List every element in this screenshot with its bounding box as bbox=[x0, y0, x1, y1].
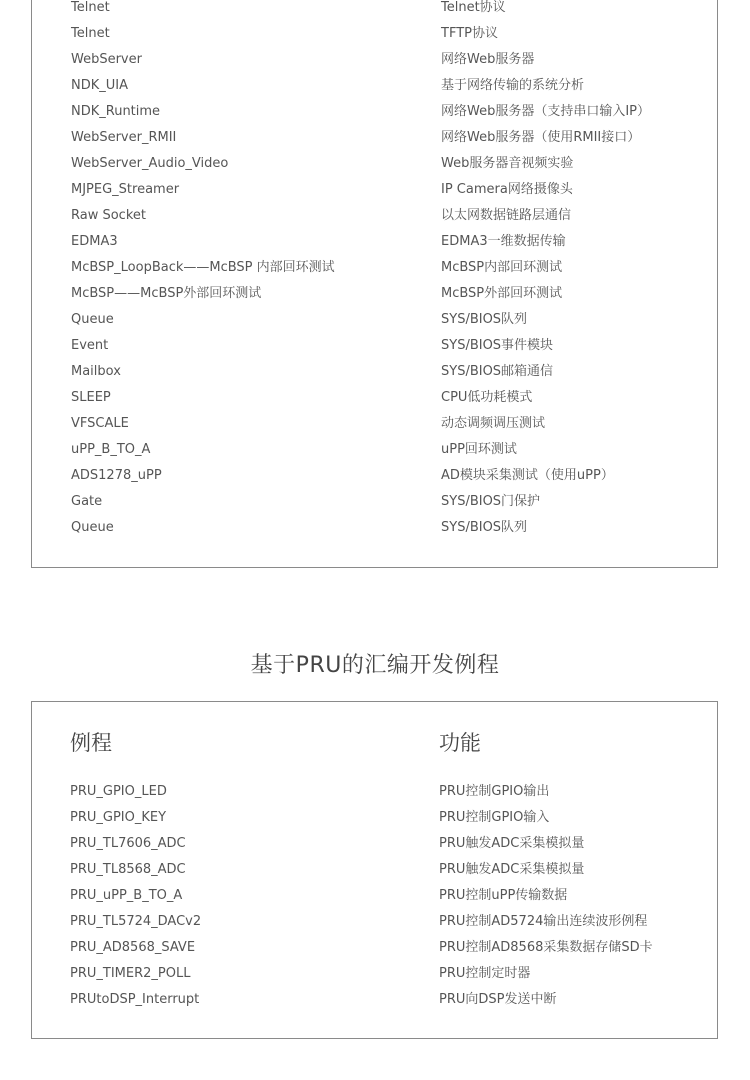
table-row bbox=[71, 437, 150, 463]
example-function: IP Camera网络摄像头 bbox=[441, 182, 573, 197]
example-function: TFTP协议 bbox=[441, 26, 498, 41]
table-row bbox=[71, 411, 129, 437]
table-row bbox=[441, 47, 534, 73]
example-name: McBSP_LoopBack——McBSP 内部回环测试 bbox=[71, 260, 335, 275]
example-function: SYS/BIOS事件模块 bbox=[441, 338, 554, 353]
table-row bbox=[71, 125, 176, 151]
example-function: PRU控制GPIO输入 bbox=[439, 810, 550, 825]
table-row bbox=[439, 831, 584, 857]
example-function: PRU触发ADC采集模拟量 bbox=[439, 836, 585, 851]
table-row bbox=[441, 99, 650, 125]
example-function: 网络Web服务器 bbox=[441, 52, 535, 67]
table-row bbox=[441, 437, 517, 463]
table-row bbox=[71, 177, 179, 203]
example-name: PRU_AD8568_SAVE bbox=[70, 940, 196, 955]
table-row bbox=[71, 21, 110, 47]
example-name: PRU_TL7606_ADC bbox=[70, 836, 186, 851]
example-function: SYS/BIOS门保护 bbox=[441, 494, 541, 509]
table-row bbox=[71, 333, 108, 359]
example-name: PRU_TL8568_ADC bbox=[70, 862, 186, 877]
table-row bbox=[70, 883, 182, 909]
table-row bbox=[70, 935, 195, 961]
table-row bbox=[439, 987, 557, 1013]
example-function: PRU控制uPP传输数据 bbox=[439, 888, 568, 903]
example-name: uPP_B_TO_A bbox=[71, 442, 151, 457]
example-name: PRU_GPIO_KEY bbox=[70, 810, 167, 825]
table-row bbox=[441, 151, 573, 177]
table-row bbox=[71, 463, 162, 489]
table-row bbox=[71, 307, 114, 333]
table-row bbox=[71, 359, 121, 385]
table-row bbox=[71, 47, 142, 73]
table-row bbox=[441, 177, 573, 203]
section-title: 基于PRU的汇编开发例程 bbox=[250, 653, 500, 678]
table-row bbox=[439, 935, 653, 961]
column-header-example: 例程 bbox=[70, 731, 112, 755]
pru-examples-table bbox=[31, 701, 718, 1039]
example-name: EDMA3 bbox=[71, 234, 118, 249]
example-name: Raw Socket bbox=[71, 208, 146, 223]
example-name: PRU_uPP_B_TO_A bbox=[70, 888, 183, 903]
table-row bbox=[441, 489, 540, 515]
example-function: SYS/BIOS队列 bbox=[441, 520, 528, 535]
table-row bbox=[71, 385, 111, 411]
table-row bbox=[439, 857, 584, 883]
table-row bbox=[441, 255, 562, 281]
example-function: PRU向DSP发送中断 bbox=[439, 992, 557, 1007]
table-row bbox=[71, 229, 118, 255]
example-function: Telnet协议 bbox=[441, 0, 506, 15]
table-row bbox=[441, 125, 640, 151]
table-row bbox=[441, 333, 553, 359]
example-name: WebServer_RMII bbox=[71, 130, 177, 145]
table-row bbox=[70, 779, 167, 805]
table-row bbox=[71, 489, 102, 515]
example-function: Web服务器音视频实验 bbox=[441, 156, 574, 171]
example-function: PRU触发ADC采集模拟量 bbox=[439, 862, 585, 877]
table-row bbox=[71, 151, 228, 177]
table-row bbox=[71, 203, 146, 229]
table-row bbox=[71, 255, 335, 281]
example-function: uPP回环测试 bbox=[441, 442, 517, 457]
example-name: Telnet bbox=[71, 26, 110, 41]
example-name: PRU_GPIO_LED bbox=[70, 784, 167, 799]
table-row bbox=[439, 961, 530, 987]
example-name: PRU_TL5724_DACv2 bbox=[70, 914, 202, 929]
table-row bbox=[70, 805, 166, 831]
table-row bbox=[441, 463, 614, 489]
column-header-function: 功能 bbox=[439, 731, 481, 755]
example-name: WebServer_Audio_Video bbox=[71, 156, 229, 171]
example-function: AD模块采集测试（使用uPP） bbox=[441, 468, 614, 483]
table-row bbox=[441, 515, 527, 541]
table-row bbox=[439, 805, 549, 831]
table-row bbox=[441, 0, 506, 21]
table-row bbox=[441, 411, 545, 437]
example-function: PRU控制AD5724输出连续波形例程 bbox=[439, 914, 648, 929]
example-function: 网络Web服务器（使用RMII接口） bbox=[441, 130, 641, 145]
example-function: SYS/BIOS队列 bbox=[441, 312, 528, 327]
table-row bbox=[71, 99, 160, 125]
example-name: McBSP——McBSP外部回环测试 bbox=[71, 286, 262, 301]
table-row bbox=[439, 909, 647, 935]
table-row bbox=[70, 857, 186, 883]
example-name: ADS1278_uPP bbox=[71, 468, 162, 483]
example-function: 动态调频调压测试 bbox=[441, 416, 546, 431]
example-name: NDK_UIA bbox=[71, 78, 129, 93]
example-function: McBSP内部回环测试 bbox=[441, 260, 563, 275]
example-function: 基于网络传输的系统分析 bbox=[441, 78, 585, 93]
example-name: PRUtoDSP_Interrupt bbox=[70, 992, 200, 1007]
example-function: McBSP外部回环测试 bbox=[441, 286, 563, 301]
table-row bbox=[441, 307, 527, 333]
example-name: SLEEP bbox=[71, 390, 111, 405]
example-name: PRU_TIMER2_POLL bbox=[70, 966, 191, 981]
table-row bbox=[70, 831, 186, 857]
table-row bbox=[439, 883, 567, 909]
table-row bbox=[71, 0, 110, 21]
table-row bbox=[441, 73, 584, 99]
example-name: Mailbox bbox=[71, 364, 121, 379]
example-function: 以太网数据链路层通信 bbox=[441, 208, 572, 223]
table-row bbox=[441, 229, 566, 255]
table-row bbox=[70, 987, 199, 1013]
table-row bbox=[441, 203, 571, 229]
table-row bbox=[439, 779, 549, 805]
example-name: Queue bbox=[71, 520, 114, 535]
table-row bbox=[70, 961, 190, 987]
example-name: Telnet bbox=[71, 0, 110, 15]
table-row bbox=[441, 359, 553, 385]
example-name: MJPEG_Streamer bbox=[71, 182, 180, 197]
example-function: PRU控制AD8568采集数据存储SD卡 bbox=[439, 940, 653, 955]
example-name: VFSCALE bbox=[71, 416, 129, 431]
table-row bbox=[71, 281, 261, 307]
example-name: Gate bbox=[71, 494, 103, 509]
example-function: SYS/BIOS邮箱通信 bbox=[441, 364, 554, 379]
example-function: 网络Web服务器（支持串口输入IP） bbox=[441, 104, 651, 119]
table-row bbox=[71, 515, 114, 541]
example-function: EDMA3一维数据传输 bbox=[441, 234, 566, 249]
table-row bbox=[71, 73, 128, 99]
examples-table-top bbox=[31, 0, 718, 568]
example-name: NDK_Runtime bbox=[71, 104, 161, 119]
example-function: PRU控制定时器 bbox=[439, 966, 531, 981]
example-function: PRU控制GPIO输出 bbox=[439, 784, 550, 799]
table-row bbox=[441, 21, 498, 47]
example-function: CPU低功耗模式 bbox=[441, 390, 533, 405]
table-row bbox=[70, 909, 201, 935]
table-row bbox=[441, 281, 562, 307]
example-name: WebServer bbox=[71, 52, 142, 67]
example-name: Event bbox=[71, 338, 109, 353]
table-row bbox=[441, 385, 532, 411]
example-name: Queue bbox=[71, 312, 114, 327]
